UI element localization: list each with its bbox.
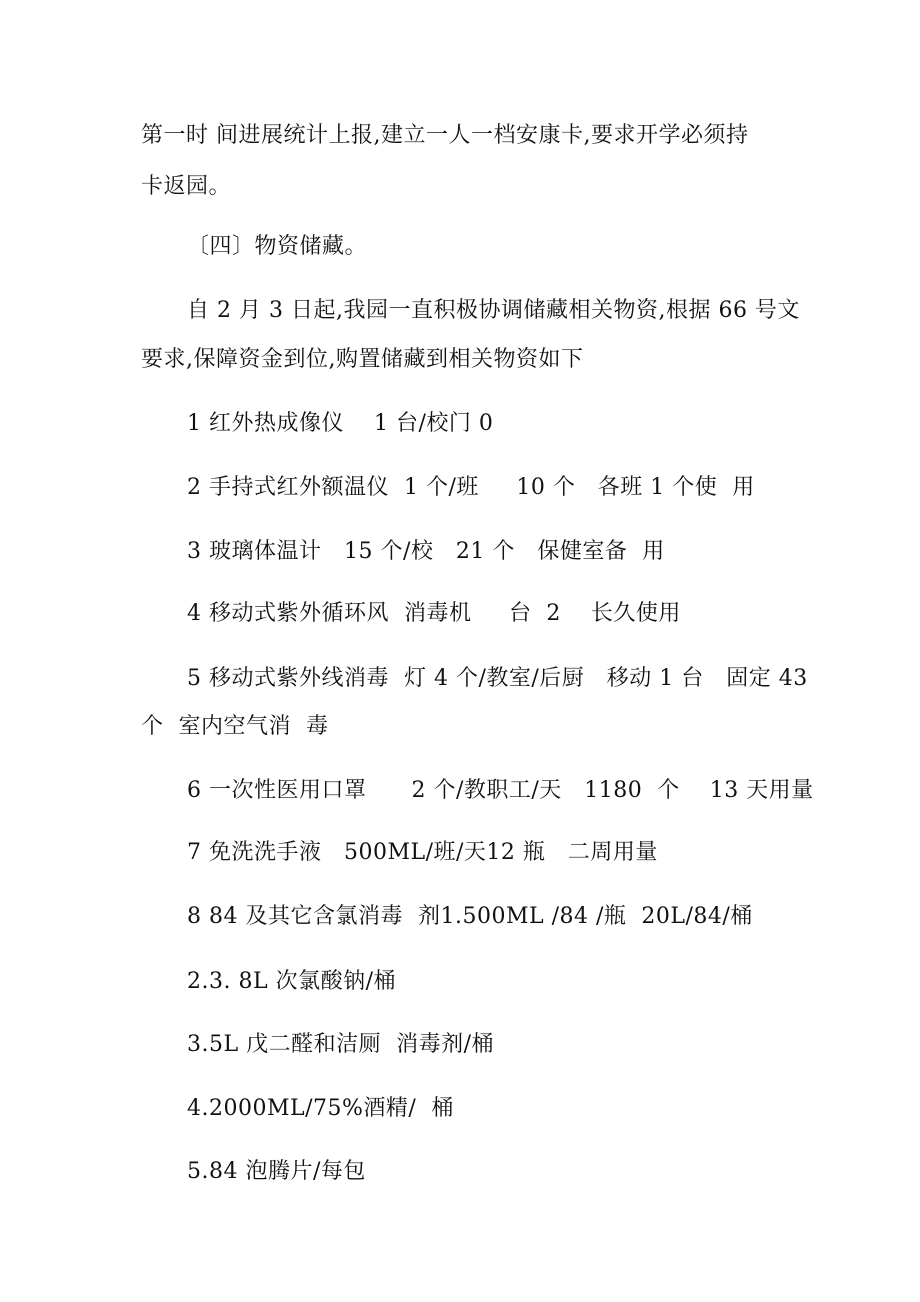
- list-item: 1 红外热成像仪 1 台/校门 0: [187, 411, 494, 436]
- list-item: 5.84 泡腾片/每包: [187, 1159, 366, 1184]
- list-item: 6 一次性医用口罩 2 个/教职工/天 1180 个 13 天用量: [187, 778, 814, 803]
- list-item: 7 免洗洗手液 500ML/班/天12 瓶 二周用量: [187, 840, 658, 865]
- list-item: 4.2000ML/75%酒精/ 桶: [187, 1096, 454, 1121]
- section-heading: 〔四〕物资储藏。: [187, 234, 368, 259]
- list-item: 2 手持式红外额温仪 1 个/班 10 个 各班 1 个使 用: [187, 475, 755, 500]
- paragraph-line: 卡返园。: [141, 174, 232, 199]
- list-item-continuation: 个 室内空气消 毒: [141, 714, 329, 739]
- list-item: 4 移动式紫外循环风 消毒机 台 2 长久使用: [187, 601, 681, 626]
- list-item: 3 玻璃体温计 15 个/校 21 个 保健室备 用: [187, 539, 665, 564]
- paragraph-line: 第一时 间进展统计上报,建立一人一档安康卡,要求开学必须持: [141, 123, 749, 148]
- list-item: 3.5L 戊二醛和洁厕 消毒剂/桶: [187, 1032, 494, 1057]
- list-item: 5 移动式紫外线消毒 灯 4 个/教室/后厨 移动 1 台 固定 43: [187, 666, 808, 691]
- paragraph-line: 要求,保障资金到位,购置储藏到相关物资如下: [141, 347, 584, 372]
- list-item: 8 84 及其它含氯消毒 剂1.500ML /84 /瓶 20L/84/桶: [187, 904, 753, 929]
- list-item: 2.3. 8L 次氯酸钠/桶: [187, 969, 396, 994]
- paragraph-line: 自 2 月 3 日起,我园一直积极协调储藏相关物资,根据 66 号文: [187, 298, 800, 323]
